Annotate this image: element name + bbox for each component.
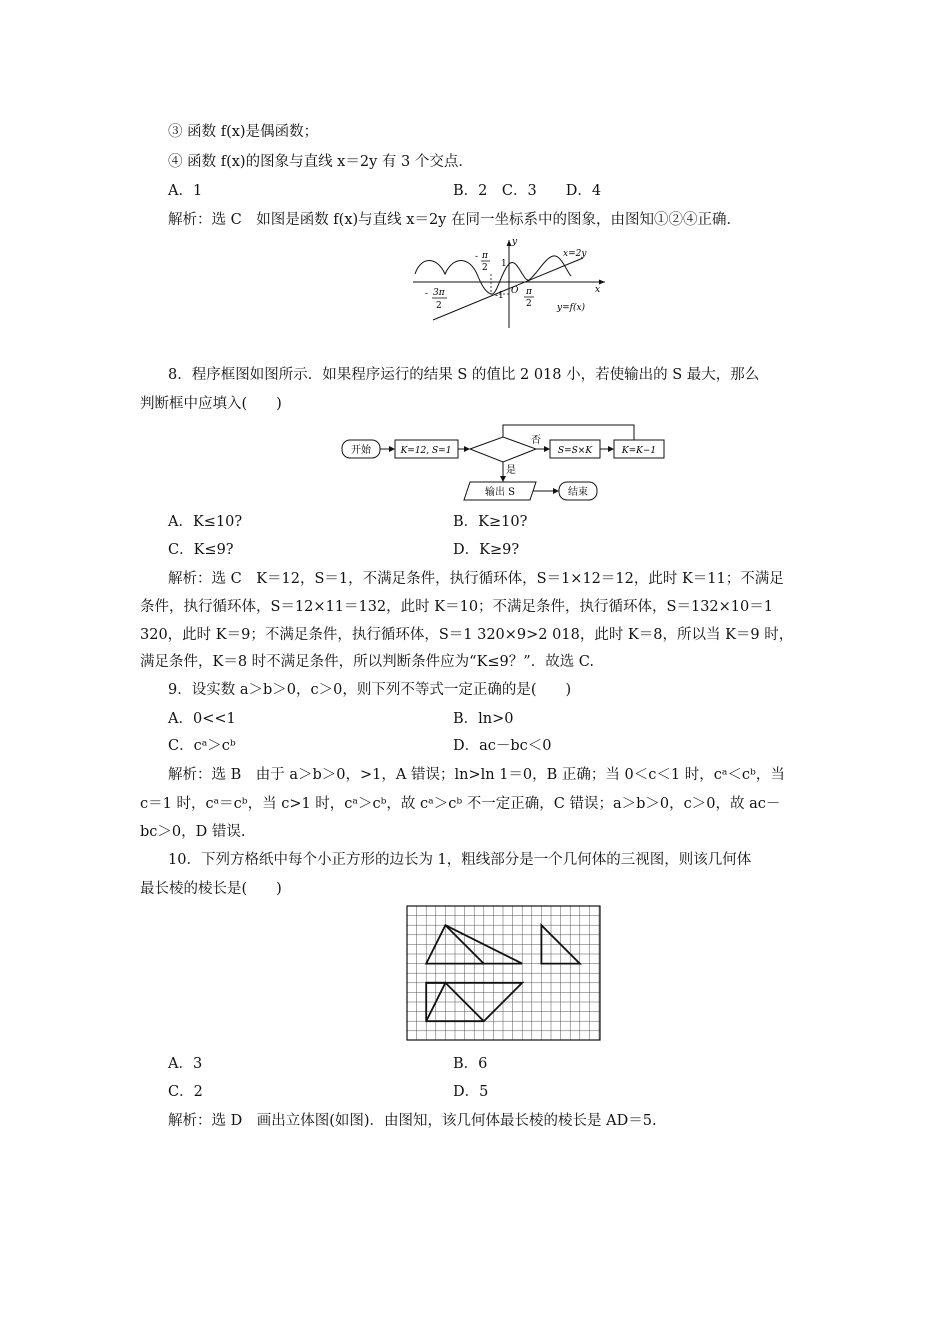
q8-option-d: D．K≥9? xyxy=(453,542,520,558)
q8-option-a: A．K≤10? xyxy=(168,514,243,530)
grid-lines xyxy=(407,906,600,1040)
q9-option-d: D．ac－bc＜0 xyxy=(453,738,552,754)
q10-answer: 解析：选 D 画出立体图(如图)．由图知，该几何体最长棱的棱长是 AD＝5. xyxy=(168,1113,657,1129)
x-label: x xyxy=(595,285,601,295)
q10-option-d: D．5 xyxy=(453,1084,489,1100)
q8-answer-line1: 解析：选 C K＝12，S＝1，不满足条件，执行循环体，S＝1×12＝12，此时 K＝11；不满足 xyxy=(168,571,784,587)
flow-loop-line xyxy=(503,425,634,440)
line-label: x=2y xyxy=(563,249,587,259)
q8-answer-line2: 条件，执行循环体，S＝12×11＝132，此时 K＝10；不满足条件，执行循环体，S＝132×10＝1 xyxy=(140,599,773,615)
q9-stem: 9．设实数 a＞b＞0，c＞0，则下列不等式一定正确的是( ) xyxy=(168,682,572,698)
flow-yes-label: 是 xyxy=(506,465,516,476)
y-axis-arrow xyxy=(507,240,512,246)
flow-output-label: 输出 S xyxy=(484,487,516,498)
q8-flowchart xyxy=(338,418,698,506)
flow-mult-label: S=S×K xyxy=(557,446,593,456)
q9-answer-line2: c＝1 时，cᵃ＝cᵇ，当 c>1 时，cᵃ＞cᵇ，故 cᵃ＞cᵇ 不一定正确，C 错误；a＞b＞0，c＞0，故 ac－ xyxy=(140,796,781,812)
flow-no-label: 否 xyxy=(531,435,541,446)
q7-option-a: A．1 xyxy=(168,183,203,199)
x-axis-arrow xyxy=(599,280,605,285)
flow-init-label: K=12, S=1 xyxy=(400,446,452,456)
q10-three-view-grid xyxy=(405,904,602,1042)
q8-option-b: B．K≥10? xyxy=(453,514,528,530)
q8-answer-line3: 320，此时 K＝9；不满足条件，执行循环体，S＝1 320×9>2 018，此时 K＝8，所以当 K＝9 时， xyxy=(140,627,794,643)
q9-option-b: B．ln>0 xyxy=(453,711,514,727)
y-label: y xyxy=(512,237,518,247)
half-pi-den: 2 xyxy=(526,299,532,309)
q10-stem-line2: 最长棱的棱长是( ) xyxy=(140,881,282,897)
flow-decision-node[interactable] xyxy=(470,437,536,462)
one-label: 1 xyxy=(501,259,507,269)
q8-option-c: C．K≤9? xyxy=(168,542,234,558)
q10-option-a: A．3 xyxy=(168,1056,203,1072)
q7-options-bcd: B．2 C．3 D．4 xyxy=(453,183,602,199)
q7-item3: ③ 函数 f(x)是偶函数； xyxy=(168,124,319,140)
q7-function-graph xyxy=(405,232,610,330)
q9-option-a: A．0<<1 xyxy=(168,711,236,727)
half-pi-num: π xyxy=(526,287,532,297)
curve-label: y=f(x) xyxy=(557,303,586,313)
q10-option-c: C．2 xyxy=(168,1084,203,1100)
q8-stem-line1: 8．程序框图如图所示．如果程序运行的结果 S 的值比 2 018 小，若使输出的 S 最大，那么 xyxy=(168,367,760,383)
neg-one-label: -1 xyxy=(495,291,504,301)
q10-option-b: B．6 xyxy=(453,1056,488,1072)
neg-three-half-pi-num: 3π xyxy=(433,288,445,298)
flow-end-label: 结束 xyxy=(568,487,588,498)
q7-answer: 解析：选 C 如图是函数 f(x)与直线 x＝2y 在同一坐标系中的图象，由图知①②④正确． xyxy=(168,212,741,228)
flow-start-label: 开始 xyxy=(351,445,371,456)
q8-stem-line2: 判断框中应填入( ) xyxy=(140,396,282,412)
q8-answer-line4: 满足条件，K＝8 时不满足条件，所以判断条件应为“K≤9？”．故选 C. xyxy=(140,654,594,670)
neg-sign-1: - xyxy=(475,252,479,262)
neg-sign-2: - xyxy=(425,289,429,299)
q9-answer-line3: bc＞0，D 错误. xyxy=(140,824,246,840)
neg-half-pi-den: 2 xyxy=(482,263,488,273)
q9-option-c: C．cᵃ＞cᵇ xyxy=(168,738,236,754)
q10-stem-line1: 10．下列方格纸中每个小正方形的边长为 1，粗线部分是一个几何体的三视图，则该几何体 xyxy=(168,852,752,868)
flow-dec-label: K=K−1 xyxy=(621,446,657,456)
neg-three-half-pi-den: 2 xyxy=(436,301,442,311)
origin-label: O xyxy=(511,286,519,296)
neg-half-pi-num: π xyxy=(482,251,488,261)
q9-answer-line1: 解析：选 B 由于 a＞b＞0，>1，A 错误；ln>ln 1＝0，B 正确；当 0＜c＜1 时，cᵃ＜cᵇ，当 xyxy=(168,767,785,783)
q7-item4: ④ 函数 f(x)的图象与直线 x＝2y 有 3 个交点． xyxy=(168,154,473,170)
